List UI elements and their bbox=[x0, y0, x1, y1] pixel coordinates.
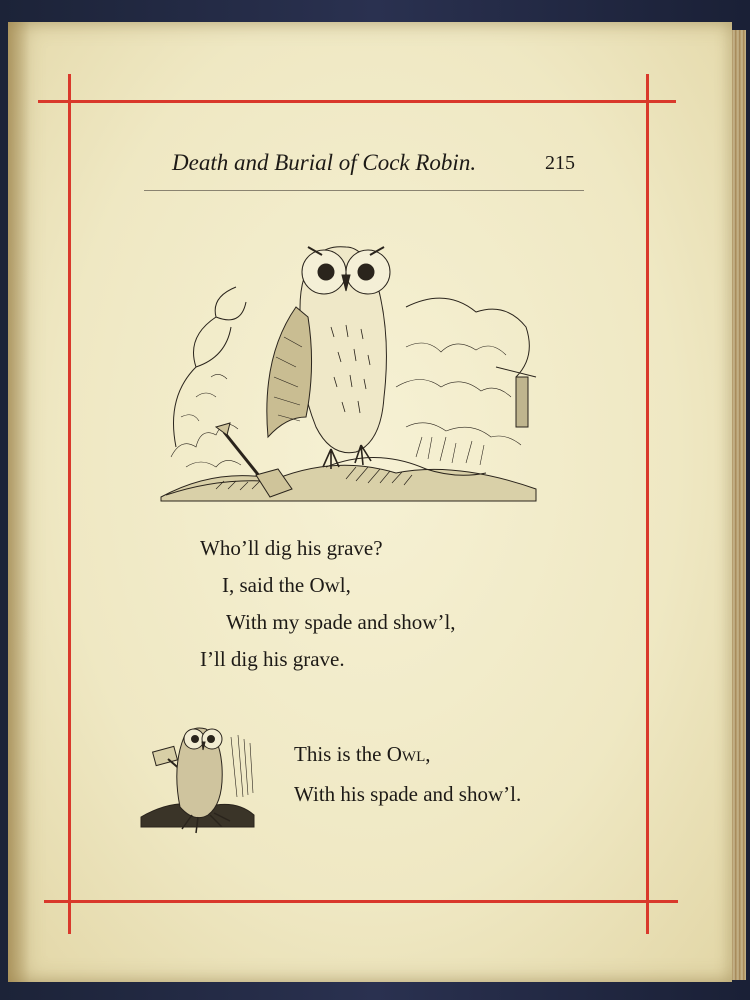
verse-line-1: Who’ll dig his grave? bbox=[200, 536, 383, 560]
caption-line-1 bbox=[294, 742, 431, 767]
border-rule-right bbox=[646, 74, 649, 934]
page-number: 215 bbox=[545, 152, 575, 174]
verse-line-4: I’ll dig his grave. bbox=[200, 647, 345, 671]
running-title: Death and Burial of Cock Robin. bbox=[172, 150, 477, 175]
small-owl-vignette bbox=[136, 707, 261, 837]
owl-engraving-illustration bbox=[156, 217, 541, 507]
caption-owl-name: Owl, bbox=[386, 742, 431, 766]
book-page bbox=[8, 22, 732, 982]
verse-line-2: I, said the Owl, bbox=[222, 573, 351, 597]
header-rule bbox=[144, 190, 584, 191]
caption-prefix: This is the bbox=[294, 742, 387, 766]
border-rule-top bbox=[38, 100, 676, 103]
page-gutter-shadow bbox=[8, 22, 30, 982]
border-rule-left bbox=[68, 74, 71, 934]
border-rule-bottom bbox=[44, 900, 678, 903]
caption-line-2: With his spade and show’l. bbox=[294, 782, 522, 806]
verse-line-3: With my spade and show’l, bbox=[226, 610, 456, 634]
